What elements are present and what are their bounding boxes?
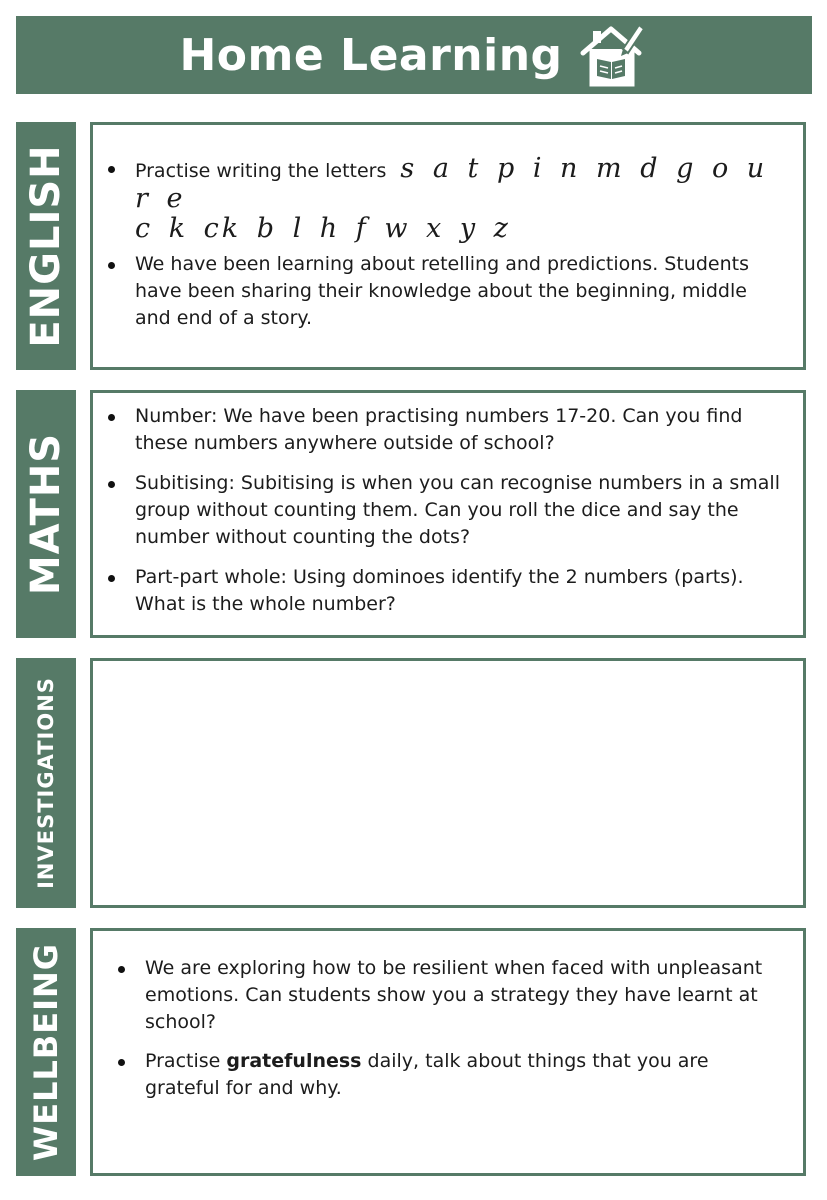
wellbeing-list: [105, 955, 781, 1102]
wellbeing-content-box: [90, 928, 806, 1176]
english-section-label: ENGLISH: [16, 122, 76, 370]
house-book-pencil-icon: [577, 19, 649, 91]
english-list: [95, 155, 787, 332]
list-item: Practise gratefulness daily, talk about things that you are grateful for and why.: [105, 1048, 781, 1102]
letters-line-2: c k ck b l h f w x y z: [135, 213, 511, 244]
maths-section-label: MATHS: [16, 390, 76, 638]
investigations-section-label: INVESTIGATIONS: [16, 658, 76, 908]
investigations-content-box: [90, 658, 806, 908]
emphasis-gratefulness: gratefulness: [226, 1050, 362, 1072]
list-item: Part-part whole: Using dominoes identify the 2 numbers (parts). What is the whole number?: [95, 564, 791, 618]
letters-line-1: s a t p i n m d g o u r e: [135, 153, 768, 214]
maths-list: [95, 403, 791, 618]
list-item: Subitising: Subitising is when you can recognise numbers in a small group without counting them. Can you roll the dice and say the number without counting the dots?: [95, 470, 791, 551]
maths-content-box: [90, 390, 806, 638]
list-item: Practise writing the letters s a t p i n m d g o u r e c k ck b l h f w x y z: [95, 155, 787, 245]
english-content-box: [90, 122, 806, 370]
list-item: We have been learning about retelling and predictions. Students have been sharing their knowledge about the beginning, middle and end of a story.: [95, 251, 787, 332]
wellbeing-section-label: WELLBEING: [16, 928, 76, 1176]
page-header: [16, 16, 812, 94]
list-item: Number: We have been practising numbers 17-20. Can you find these numbers anywhere outside of school?: [95, 403, 791, 457]
page-title: Home Learning: [179, 29, 563, 81]
list-item: We are exploring how to be resilient when faced with unpleasant emotions. Can students show you a strategy they have learnt at school?: [105, 955, 781, 1036]
